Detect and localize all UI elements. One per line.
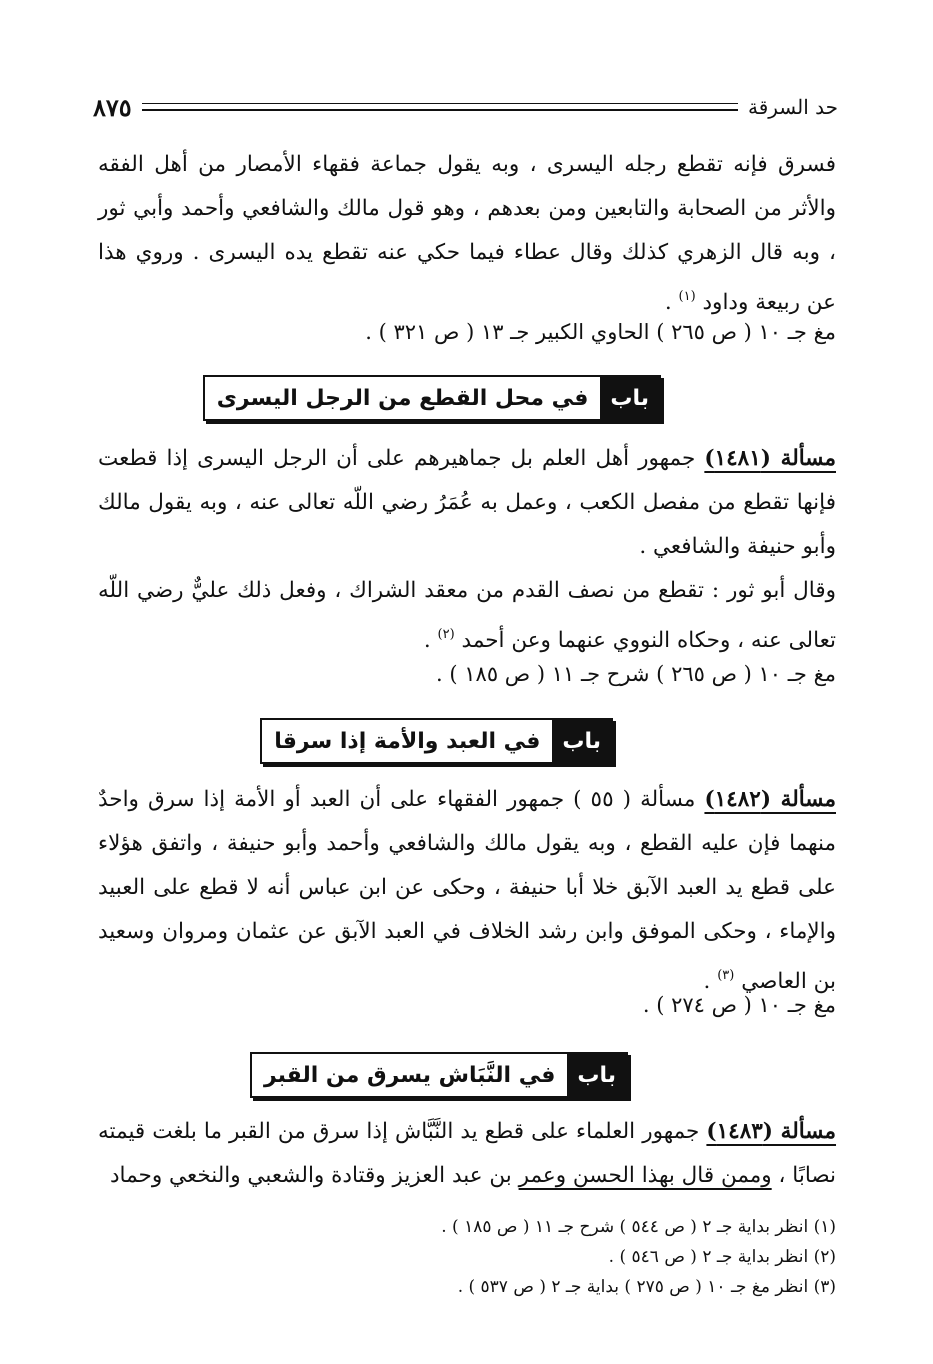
bab-title: في العبد والأمة إذا سرقا bbox=[274, 728, 541, 754]
paragraph-text: فسرق فإنه تقطع رجله اليسرى ، وبه يقول جماعة فقهاء الأمصار من أهل الفقه والأثر من الصحابة والتابعين ومن بعدهم ، وهو قول مالك والشافعي وأحمد وأبي ثور ، وبه قال الزهري كذلك وقال عطاء فيما حكي عنه تقطع يده اليسرى . وروي هذا عن ربيعة وداود bbox=[98, 152, 836, 315]
bab-label: باب bbox=[552, 720, 611, 762]
chapter-heading-box bbox=[260, 718, 613, 764]
paragraph-intro bbox=[98, 143, 836, 325]
footnote-marker: (١) bbox=[678, 289, 696, 304]
bab-title: في النَّبَاش يسرق من القبر bbox=[263, 1062, 556, 1088]
masala-label: مسألة (١٤٨٣) bbox=[706, 1119, 837, 1144]
header-rule bbox=[142, 103, 738, 111]
running-header bbox=[93, 90, 838, 124]
paragraph-end: . bbox=[423, 628, 438, 653]
chapter-title: حد السرقة bbox=[747, 95, 838, 119]
masala-label: مسألة (١٤٨٢) bbox=[704, 787, 836, 812]
masala-text: جمهور أهل العلم بل جماهيرهم على أن الرجل اليسرى إذا قطعت فإنها تقطع من مفصل الكعب ، وعمل به عُمَرُ رضي اللّه تعالى عنه ، وبه يقول مالك وأبو حنيفة والشافعي . bbox=[98, 446, 836, 559]
paragraph-end: . bbox=[703, 969, 718, 994]
chapter-heading-box bbox=[203, 375, 661, 421]
reference-line: مغ جـ ١٠ ( ص ٢٦٥ ) شرح جـ ١١ ( ص ١٨٥ ) . bbox=[436, 662, 836, 686]
paragraph-end: . bbox=[664, 290, 679, 315]
reference-line: مغ جـ ١٠ ( ص ٢٦٥ ) الحاوي الكبير جـ ١٣ ( ص ٣٢١ ) . bbox=[365, 320, 836, 344]
paragraph-text: وقال أبو ثور : تقطع من نصف القدم من معقد الشراك ، وفعل ذلك عليٌّ رضي اللّه تعالى عنه ، وحكاه النووي عنهما وعن أحمد bbox=[98, 578, 836, 653]
masala-text: مسألة ( ٥٥ ) جمهور الفقهاء على أن العبد أو الأمة إذا سرق واحدٌ منهما فإن عليه القطع ، وبه يقول مالك والشافعي وأحمد وأبو حنيفة ، واتفق هؤلاء على قطع يد العبد الآبق خلا أبا حنيفة ، وحكى عن ابن عباس أنه لا قطع على العبيد والإماء ، وحكى الموفق وابن رشد الخلاف في العبد الآبق عن عثمان ومروان وسعيد بن العاصي bbox=[98, 787, 837, 994]
page-number: ٨٧٥ bbox=[93, 92, 132, 122]
paragraph-abu-thawr bbox=[98, 569, 836, 663]
footnote-2: (٢) انظر بداية جـ ٢ ( ص ٥٤٦ ) . bbox=[608, 1247, 836, 1267]
masala-1482 bbox=[98, 778, 836, 1004]
bab-label: باب bbox=[600, 377, 659, 419]
masala-text: جمهور العلماء على قطع يد النَّبَّاش إذا سرق من القبر ما بلغت قيمته نصابًا ، bbox=[98, 1119, 836, 1188]
masala-1483 bbox=[98, 1110, 836, 1198]
footnote-3: (٣) انظر مغ جـ ١٠ ( ص ٢٧٥ ) بداية جـ ٢ ( ص ٥٣٧ ) . bbox=[457, 1277, 836, 1297]
masala-1481 bbox=[98, 437, 836, 569]
footnotes bbox=[441, 1212, 836, 1302]
bab-title: في محل القطع من الرجل اليسرى bbox=[216, 385, 589, 411]
bab-label: باب bbox=[567, 1054, 626, 1096]
masala-text-continued: بن عبد العزيز وقتادة والشعبي والنخعي وحماد bbox=[109, 1163, 519, 1188]
masala-label: مسألة (١٤٨١) bbox=[704, 446, 836, 471]
footnote-1: (١) انظر بداية جـ ٢ ( ص ٥٤٤ ) شرح جـ ١١ ( ص ١٨٥ ) . bbox=[441, 1217, 836, 1237]
footnote-marker: (٣) bbox=[717, 968, 735, 983]
reference-line: مغ جـ ١٠ ( ص ٢٧٤ ) . bbox=[642, 993, 836, 1017]
underlined-text: وممن قال بهذا الحسن وعمر bbox=[518, 1163, 772, 1188]
chapter-heading-box bbox=[250, 1052, 628, 1098]
footnote-marker: (٢) bbox=[437, 627, 455, 642]
